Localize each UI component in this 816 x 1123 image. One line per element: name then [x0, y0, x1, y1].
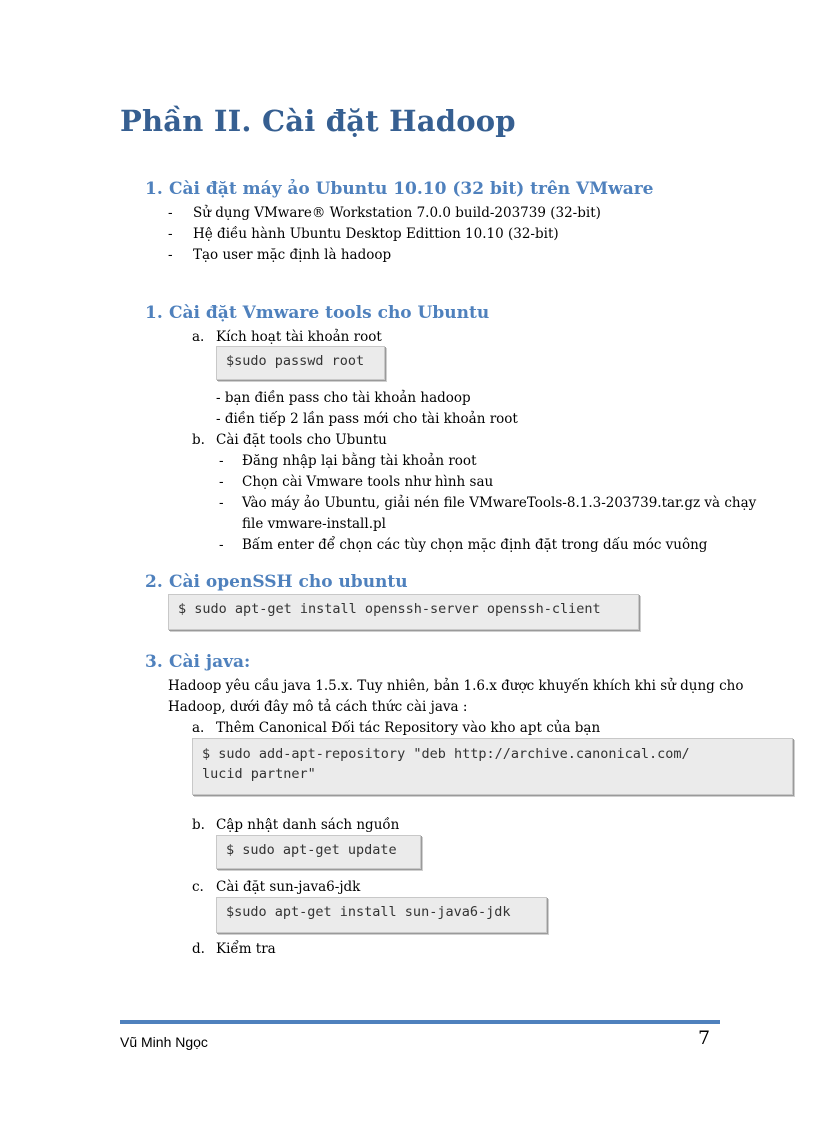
paragraph-line: Hadoop yêu cầu java 1.5.x. Tuy nhiên, bản 1.6.x được khuyến khích khi sử dụng cho — [168, 678, 744, 694]
list-item: Hệ điều hành Ubuntu Desktop Edittion 10.10 (32-bit) — [193, 226, 559, 242]
code-block: $sudo apt-get install sun-java6-jdk — [216, 897, 547, 933]
section-heading: Cài openSSH cho ubuntu — [169, 572, 408, 592]
code-block: $ sudo apt-get install openssh-server openssh-client — [168, 594, 639, 630]
list-item: Cài đặt tools cho Ubuntu — [216, 432, 387, 448]
note-line: - điền tiếp 2 lần pass mới cho tài khoản root — [216, 411, 518, 427]
list-marker: d. — [192, 941, 205, 957]
list-item: Cài đặt sun-java6-jdk — [216, 879, 361, 895]
code-line: lucid partner" — [202, 766, 316, 782]
list-item: Kiểm tra — [216, 941, 276, 957]
section-heading: Cài java: — [169, 652, 251, 672]
footer-author: Vũ Minh Ngọc — [120, 1034, 208, 1050]
code-block: $ sudo apt-get update — [216, 835, 421, 869]
section-number: 3. — [145, 652, 163, 672]
list-item: Tạo user mặc định là hadoop — [193, 247, 392, 263]
list-item: Chọn cài Vmware tools như hình sau — [242, 474, 494, 490]
bullet-dash: - — [219, 495, 224, 511]
bullet-dash: - — [219, 474, 224, 490]
bullet-dash: - — [168, 205, 173, 221]
bullet-dash: - — [168, 247, 173, 263]
list-marker: b. — [192, 817, 205, 833]
list-marker: a. — [192, 720, 205, 736]
list-item: Cập nhật danh sách nguồn — [216, 817, 400, 833]
code-line: $ sudo add-apt-repository "deb http://archive.canonical.com/ — [202, 746, 690, 762]
list-item-continuation: file vmware-install.pl — [242, 516, 386, 532]
list-marker: c. — [192, 879, 204, 895]
list-item: Vào máy ảo Ubuntu, giải nén file VMwareTools-8.1.3-203739.tar.gz và chạy — [242, 495, 757, 511]
paragraph-line: Hadoop, dưới đây mô tả cách thức cài java : — [168, 699, 468, 715]
section-heading: Cài đặt Vmware tools cho Ubuntu — [169, 303, 490, 323]
section-number: 1. — [145, 179, 163, 199]
page-number: 7 — [698, 1027, 711, 1049]
footer-rule — [120, 1020, 720, 1024]
bullet-dash: - — [168, 226, 173, 242]
list-item: Đăng nhập lại bằng tài khoản root — [242, 453, 477, 469]
bullet-dash: - — [219, 453, 224, 469]
section-number: 2. — [145, 572, 163, 592]
list-item: Sử dụng VMware® Workstation 7.0.0 build-203739 (32-bit) — [193, 205, 601, 221]
list-marker: b. — [192, 432, 205, 448]
list-marker: a. — [192, 329, 205, 345]
section-number: 1. — [145, 303, 163, 323]
page-title: Phần II. Cài đặt Hadoop — [120, 104, 516, 138]
note-line: - bạn điền pass cho tài khoản hadoop — [216, 390, 471, 406]
code-block: $sudo passwd root — [216, 346, 385, 380]
code-block — [192, 738, 793, 795]
bullet-dash: - — [219, 537, 224, 553]
list-item: Bấm enter để chọn các tùy chọn mặc định đặt trong dấu móc vuông — [242, 537, 708, 553]
list-item: Thêm Canonical Đối tác Repository vào kho apt của bạn — [216, 720, 601, 736]
list-item: Kích hoạt tài khoản root — [216, 329, 382, 345]
section-heading: Cài đặt máy ảo Ubuntu 10.10 (32 bit) trên VMware — [169, 179, 654, 199]
